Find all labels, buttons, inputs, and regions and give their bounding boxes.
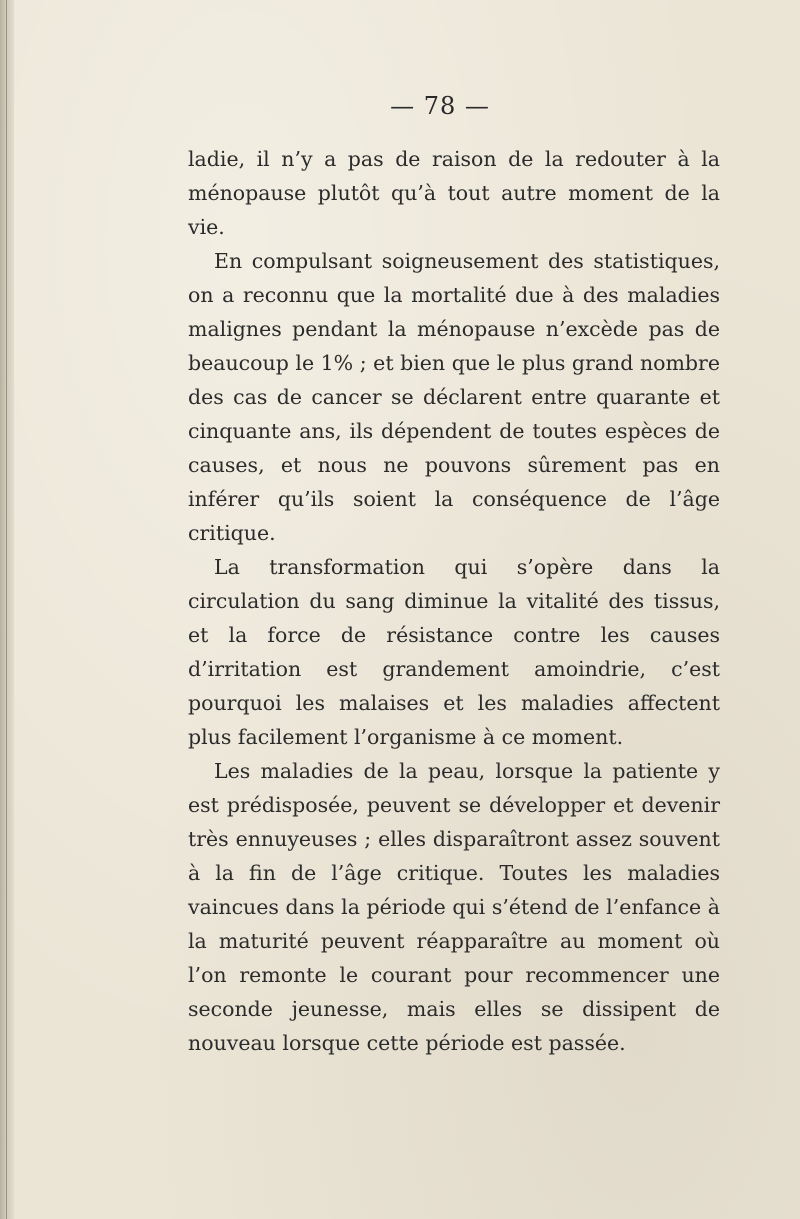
- page-binding-edge: [0, 0, 14, 1219]
- paragraph-circulation: La transformation qui s’opère dans la circulation du sang diminue la vitalité des tissus, et la force de résistance contre les causes d’irritation est grandement amoindrie, c’est pourquoi les malaises et les maladies affectent plus facilement l’organisme à ce moment.: [188, 555, 720, 749]
- body-text: [188, 142, 720, 1060]
- paragraph-statistics: En compulsant soigneusement des statistiques, on a reconnu que la mortalité due à des maladies malignes pendant la ménopause n’excède pas de beaucoup le 1% ; et bien que le plus grand nombre des cas de cancer se déclarent entre quarante et cinquante ans, ils dépendent de toutes espèces de causes, et nous ne pouvons sûrement pas en inférer qu’ils soient la conséquence de l’âge critique.: [188, 249, 720, 545]
- paragraph-skin-diseases: Les maladies de la peau, lorsque la patiente y est prédisposée, peuvent se développer et devenir très ennuyeuses ; elles disparaîtront assez souvent à la fin de l’âge critique. Toutes les maladies vaincues dans la période qui s’étend de l’enfance à la maturité peuvent réapparaître au moment où l’on remonte le courant pour recommencer une seconde jeunesse, mais elles se dissipent de nouveau lorsque cette période est passée.: [188, 759, 720, 1055]
- paragraph-continuation: ladie, il n’y a pas de raison de la redouter à la ménopause plutôt qu’à tout autre moment de la vie.: [188, 147, 720, 239]
- page-number: — 78 —: [390, 92, 490, 120]
- binding-crease: [6, 0, 7, 1219]
